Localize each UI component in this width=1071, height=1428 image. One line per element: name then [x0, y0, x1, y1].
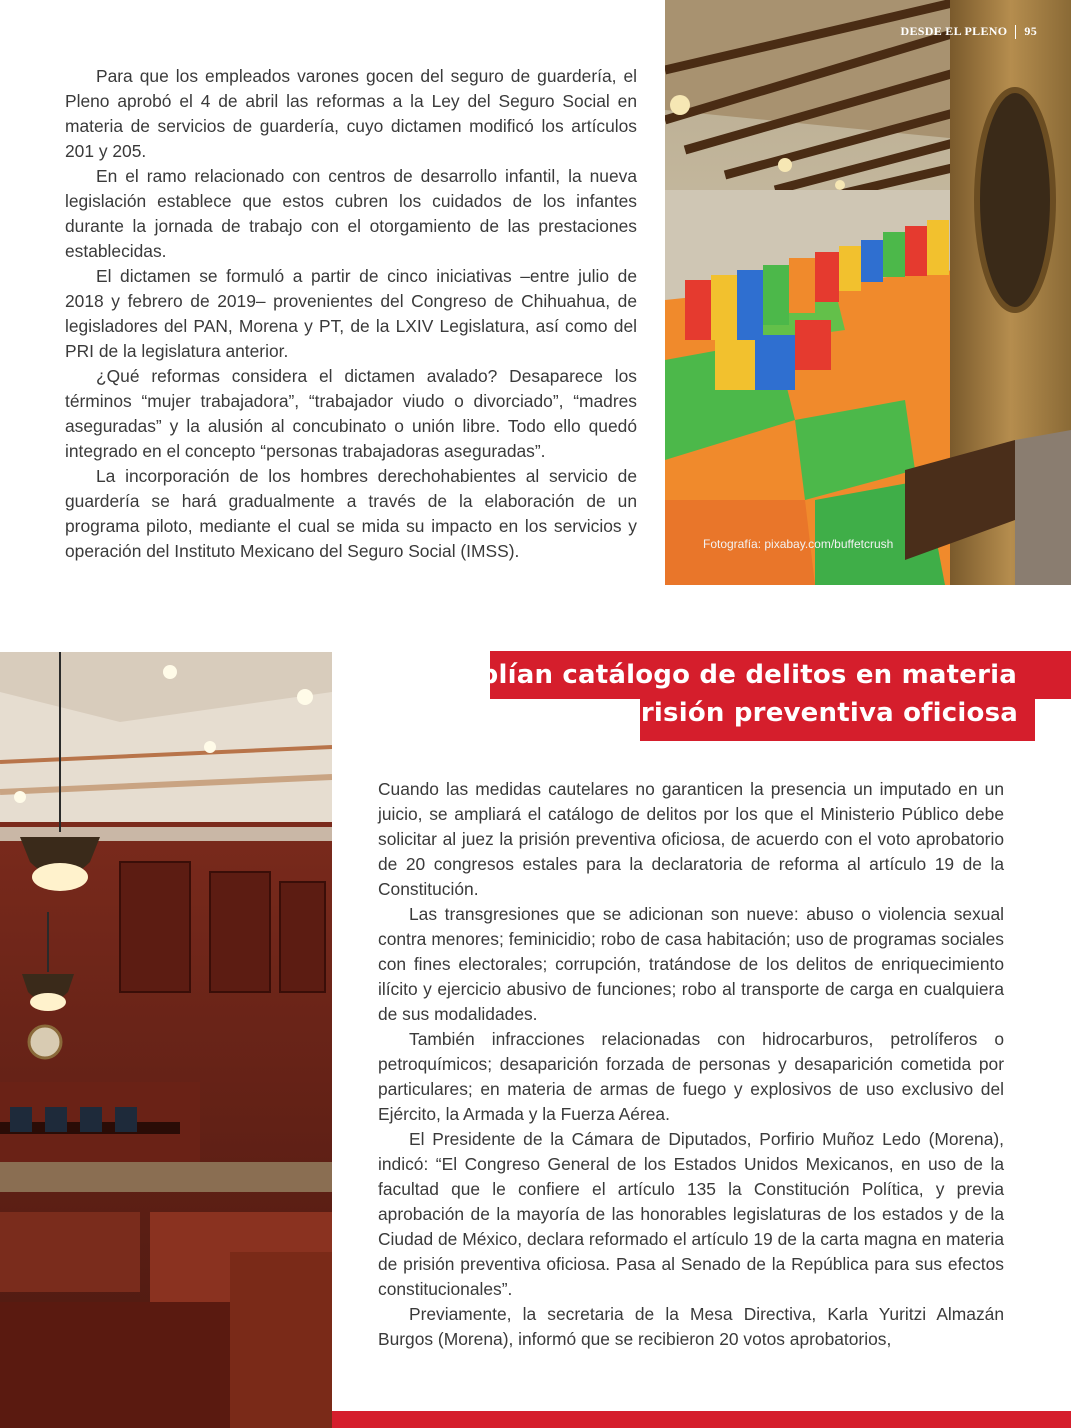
paragraph: ¿Qué reformas considera el dictamen avalado? Desaparece los términos “mujer trabajadora”, “trabajador viudo o divorciado”, “madres aseguradas” y la alusión al concubinato o unión libre. Todo ello quedó integrado en el concepto “personas trabajadoras aseguradas”.: [65, 366, 637, 461]
paragraph: La incorporación de los hombres derechohabientes al servicio de guardería se hará gradualmente a través de la elaboración de un programa piloto, mediante el cual se mida su impacto en los servicios y operación del Instituto Mexicano del Seguro Social (IMSS).: [65, 466, 637, 561]
paragraph: Para que los empleados varones gocen del seguro de guardería, el Pleno aprobó el 4 de abril las reformas a la Ley del Seguro Social en materia de servicios de guardería, cuyo dictamen modificó los artículos 201 y 205.: [65, 66, 637, 161]
article-title-line-2: de prisión preventiva oficiosa: [576, 698, 1018, 728]
paragraph: Cuando las medidas cautelares no garanticen la presencia un imputado en un juicio, se ampliará el catálogo de delitos por los que el Ministerio Público debe solicitar al juez la prisión preventiva oficiosa, de acuerdo con el voto aprobatorio de 20 congresos estales para la declaratoria de reforma al artículo 19 de la Constitución.: [378, 779, 1004, 899]
header-divider: [1015, 25, 1016, 39]
paragraph: En el ramo relacionado con centros de desarrollo infantil, la nueva legislación establece que estos cubren los cuidados de los infantes durante la jornada de trabajo con el otorgamiento de las prestaciones establecidas.: [65, 166, 637, 261]
article-title-line-1: Amplían catálogo de delitos en materia: [432, 660, 1017, 690]
bottom-article-body: [378, 777, 1004, 1352]
paragraph: Previamente, la secretaria de la Mesa Directiva, Karla Yuritzi Almazán Burgos (Morena), informó que se recibieron 20 votos aprobatorios,: [378, 1304, 1004, 1349]
paragraph: También infracciones relacionadas con hidrocarburos, petrolíferos o petroquímicos; desaparición forzada de personas y desaparición cometida por particulares; en materia de armas de fuego y explosivos de uso exclusivo del Ejército, la Armada y la Fuerza Aérea.: [378, 1029, 1004, 1124]
footer-accent-bar: [332, 1411, 1071, 1428]
page-number: 95: [1024, 24, 1037, 38]
section-title: DESDE EL PLENO: [900, 24, 1008, 38]
playroom-photo: [665, 0, 1071, 585]
page-header: [900, 24, 1037, 39]
paragraph: Las transgresiones que se adicionan son nueve: abuso o violencia sexual contra menores; feminicidio; robo de casa habitación; uso de programas sociales con fines electorales; corrupción, tratándose de los delitos de enriquecimiento ilícito y ejercicio abusivo de funciones; robo al transporte de carga en cualquiera de sus modalidades.: [378, 904, 1004, 1024]
photo-credit: Fotografía: pixabay.com/buffetcrush: [703, 537, 894, 551]
paragraph: El dictamen se formuló a partir de cinco iniciativas –entre julio de 2018 y febrero de 2019– provenientes del Congreso de Chihuahua, de legisladores del PAN, Morena y PT, de la LXIV Legislatura, así como del PRI de la legislatura anterior.: [65, 266, 637, 361]
courtroom-photo: [0, 652, 332, 1428]
top-article-body: [65, 64, 637, 564]
paragraph: El Presidente de la Cámara de Diputados, Porfirio Muñoz Ledo (Morena), indicó: “El Congreso General de los Estados Unidos Mexicanos, en uso de la facultad que le confiere el artículo 135 la Constitución Política, y previa aprobación de la mayoría de las honorables legislaturas de los estados y de la Ciudad de México, declara reformado el artículo 19 de la carta magna en materia de prisión preventiva oficiosa. Pasa al Senado de la República para sus efectos constitucionales”.: [378, 1129, 1004, 1299]
